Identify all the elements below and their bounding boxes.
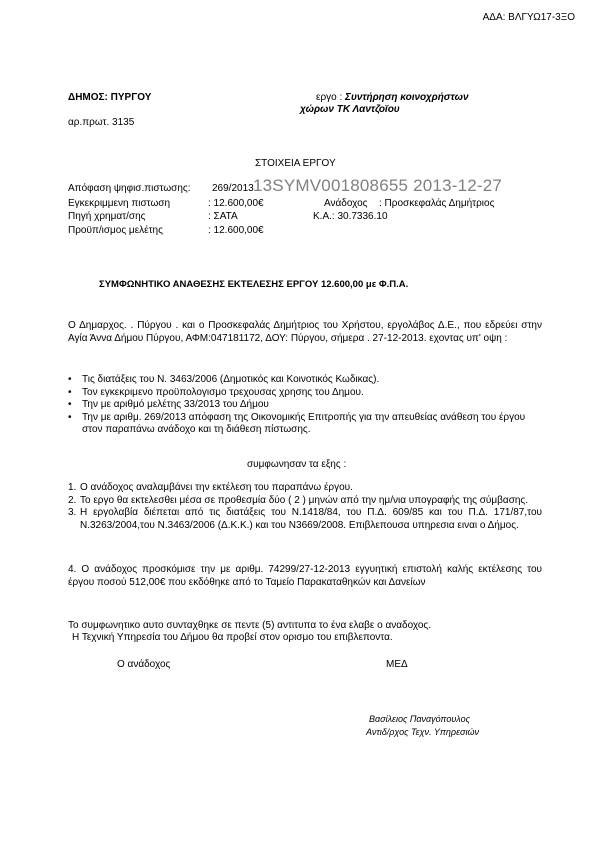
- list-item: • Την με αριθμό μελέτης 33/2013 του Δήμου: [68, 399, 548, 412]
- closing-line-1: Το συμφωνητικο αυτο συνταχθηκε σε πεντε (5) αντιτυπα το ένα ελαβε ο αναδοχος.: [68, 620, 432, 631]
- signatory-title: Αντιδ/ρχος Τεχν. Υπηρεσιών: [366, 727, 479, 737]
- clause-number: 1.: [68, 482, 77, 493]
- ka-code: Κ.Α.: 30.7336.10: [313, 211, 388, 222]
- clauses-list: [68, 482, 542, 532]
- list-item: • Την με αριθμ. 269/2013 απόφαση της Οικονομικής Επιτροπής για την απευθείας ανάθεση του έργου στον παραπάνω ανάδοχο και τη διάθεση πίστωσης.: [68, 412, 548, 437]
- agreement-title: ΣΥΜΦΩΝΗΤΙΚΟ ΑΝΑΘΕΣΗΣ ΕΚΤΕΛΕΣΗΣ ΕΡΓΟΥ 12.600,00 με Φ.Π.Α.: [99, 279, 409, 290]
- clause-4-paragraph: 4. Ο ανάδοχος προσκόμισε την με αριθμ. 74299/27-12-2013 εγγυητική επιστολή καλής εκτέλεσης του έργου ποσού 512,00€ που εκδόθηκε από το Ταμείο Παρακαταθηκών και Δανείων: [68, 564, 542, 588]
- decision-label: Απόφαση ψηφισ.πιστωσης:: [68, 183, 191, 194]
- clause-text: Το εργο θα εκτελεσθει μέσα σε προθεσμία δύο ( 2 ) μηνών από την ημ/νια υπογραφής της σύμβασης.: [80, 494, 529, 506]
- clause-text: Η εργολαβία διέπεται από τις διατάξεις του Ν.1418/84, του Π.Δ. 609/85 και του Π.Δ. 171/87,του Ν.3263/2004,του Ν.3463/2006 (Δ.Κ.Κ.) και του Ν3669/2008. Επιβλεπουσα υπηρεσια ειναι ο Δήμος.: [80, 507, 542, 531]
- list-item: • Τον εγκεκριμενο προϋπολογισμο τρεχουσας χρησης του Δημου.: [68, 387, 548, 400]
- signature-authority-label: ΜΕΔ: [386, 659, 408, 670]
- list-item: [68, 482, 542, 495]
- agreed-heading: συμφωνησαν τα εξης :: [247, 459, 347, 470]
- credit-label: Εγκεκριμμενη πιστωση: [68, 198, 171, 209]
- clause-number: 3.: [68, 507, 77, 518]
- considerations-list: [68, 374, 548, 437]
- intro-paragraph: Ο Δημαρχος. . Πύργου . και ο Προσκεφαλάς Δημήτριος του Χρήστου, εργολάβος Δ.Ε., που εδρεύει στην Αγία Άννα Δήμου Πύργου, ΑΦΜ:047181172, ΔΟΥ: Πύργου, σήμερα . 27-12-2013. εχοντας υπ' οψη :: [68, 320, 542, 344]
- section-title: ΣΤΟΙΧΕΙΑ ΕΡΓΟΥ: [255, 158, 336, 169]
- budget-label: Προϋπ/ισμος μελέτης: [68, 225, 163, 236]
- budget-value: : 12.600,00€: [208, 225, 264, 236]
- list-item: [68, 495, 542, 508]
- signature-contractor-label: Ο ανάδοχος: [117, 659, 171, 670]
- closing-line-2: Η Τεχνική Υπηρεσία του Δήμου θα προβεί στον ορισμο του επιβλεποντα.: [72, 632, 393, 643]
- decision-value: 269/2013: [212, 183, 254, 194]
- contractor-label: Ανάδοχος: [324, 198, 368, 209]
- list-item: [68, 507, 542, 532]
- project-name-line2: χώρων ΤΚ Λαντζοϊου: [300, 104, 400, 115]
- project-title: [316, 92, 469, 103]
- registry-stamp: 13SYMV001808655 2013-12-27: [253, 176, 503, 195]
- project-name-line1: Συντήρηση κοινοχρήστων: [345, 92, 469, 103]
- clause-text: Ο ανάδοχος αναλαμβάνει την εκτέλεση του παραπάνω έργου.: [80, 482, 353, 493]
- list-item: • Τις διατάξεις του Ν. 3463/2006 (Δημοτικός και Κοινοτικός Κωδικας).: [68, 374, 548, 387]
- municipality-heading: ΔΗΜΟΣ: ΠΥΡΓΟΥ: [68, 92, 152, 103]
- clause-number: 2.: [68, 494, 77, 506]
- credit-value: : 12.600,00€: [208, 198, 264, 209]
- ada-code: ΑΔΑ: ΒΛΓΥΩ17-3ΞΟ: [482, 12, 575, 23]
- source-value: : ΣΑΤΑ: [208, 211, 238, 222]
- project-prefix: εργο :: [316, 92, 343, 103]
- protocol-number: αρ.πρωτ. 3135: [68, 117, 135, 128]
- signatory-name: Βασίλειος Παναγόπουλος: [369, 714, 470, 724]
- source-label: Πηγή χρηματ/σης: [68, 211, 146, 222]
- contractor-value: : Προσκεφαλάς Δημήτριος: [379, 198, 495, 209]
